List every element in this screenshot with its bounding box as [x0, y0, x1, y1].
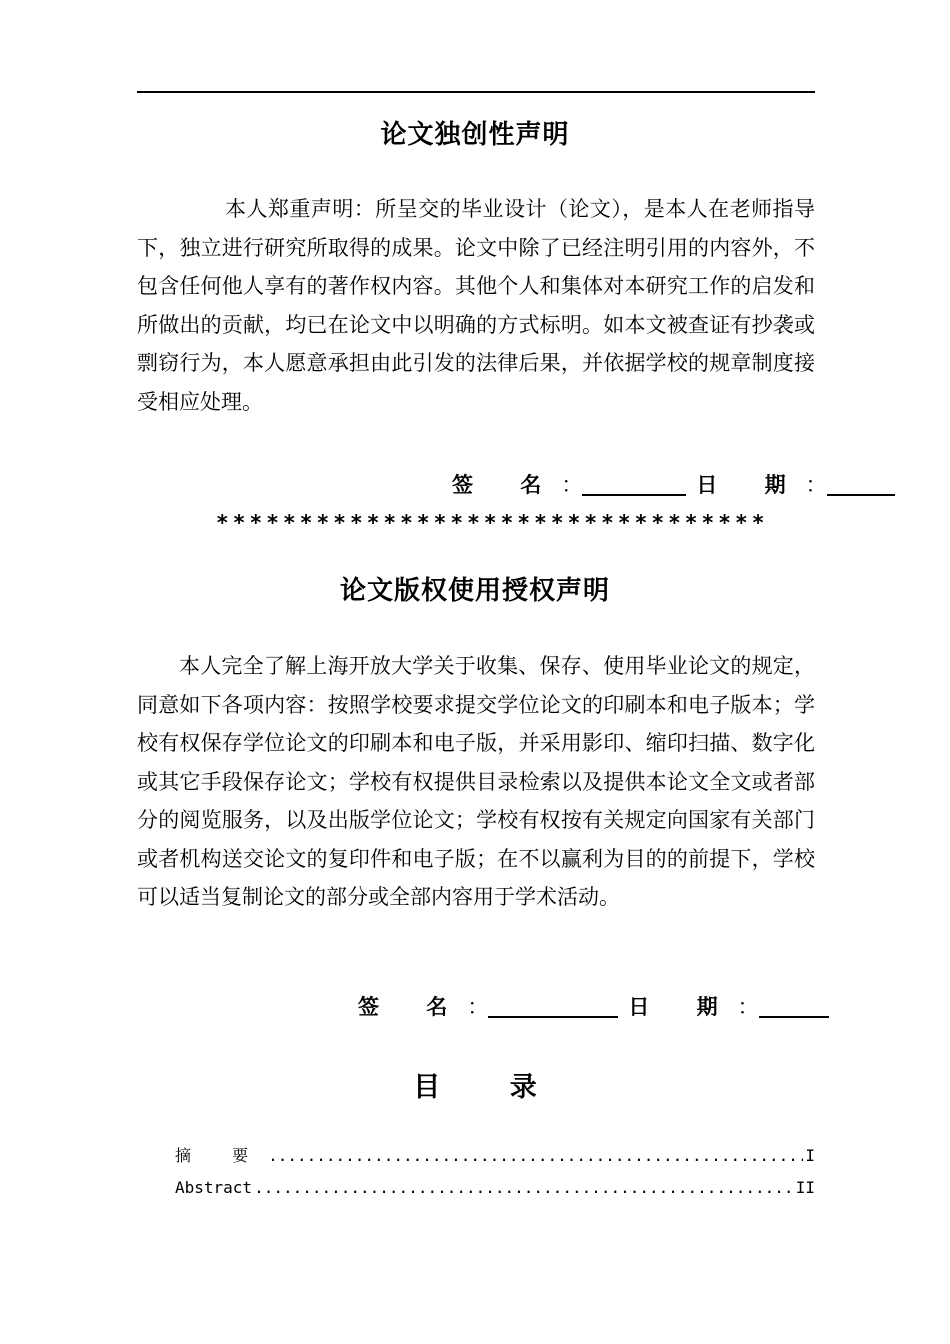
toc-entry-page: I: [805, 1146, 815, 1165]
date-colon: ：: [805, 473, 827, 497]
signature-label: 签 名: [452, 473, 562, 497]
declaration-signature-row: [452, 470, 895, 500]
signature-blank: [488, 994, 618, 1018]
signature-colon: ：: [561, 473, 583, 497]
toc-entry-page: II: [795, 1178, 815, 1197]
toc-leader-dots: [254, 1172, 794, 1204]
toc-leader-dots: [268, 1140, 803, 1172]
table-of-contents: [175, 1140, 815, 1204]
signature-colon: ：: [467, 995, 489, 1019]
date-blank: [827, 472, 895, 496]
signature-blank: [582, 472, 686, 496]
signature-label: 签 名: [358, 995, 468, 1019]
date-colon: ：: [737, 995, 759, 1019]
date-label: 日 期: [696, 473, 806, 497]
header-rule: [137, 91, 815, 93]
toc-entry-label: 摘 要: [175, 1146, 267, 1165]
declaration-title: 论文独创性声明: [380, 120, 570, 150]
date-label: 日 期: [628, 995, 738, 1019]
toc-entry-abstract-en[interactable]: [175, 1172, 815, 1204]
declaration-body: 本人郑重声明：所呈交的毕业设计（论文），是本人在老师指导下，独立进行研究所取得的成果。论文中除了已经注明引用的内容外，不包含任何他人享有的著作权内容。其他个人和集体对本研究工作的启发和所做出的贡献，均已在论文中以明确的方式标明。如本文被查证有抄袭或剽窃行为，本人愿意承担由此引发的法律后果，并依据学校的规章制度接受相应处理。: [137, 197, 815, 414]
section-separator: *********************************: [216, 511, 769, 535]
date-blank: [759, 994, 829, 1018]
toc-entry-abstract-cn[interactable]: [175, 1140, 815, 1172]
toc-entry-label: Abstract: [175, 1178, 253, 1197]
authorization-body: 本人完全了解上海开放大学关于收集、保存、使用毕业论文的规定，同意如下各项内容：按照学校要求提交学位论文的印刷本和电子版本；学校有权保存学位论文的印刷本和电子版，并采用影印、缩印扫描、数字化或其它手段保存论文；学校有权提供目录检索以及提供本论文全文或者部分的阅览服务，以及出版学位论文；学校有权按有关规定向国家有关部门或者机构送交论文的复印件和电子版；在不以赢利为目的的前提下，学校可以适当复制论文的部分或全部内容用于学术活动。: [137, 654, 815, 909]
authorization-title: 论文版权使用授权声明: [339, 576, 610, 606]
authorization-signature-row: [358, 992, 829, 1022]
toc-title: 目 录: [413, 1072, 567, 1103]
